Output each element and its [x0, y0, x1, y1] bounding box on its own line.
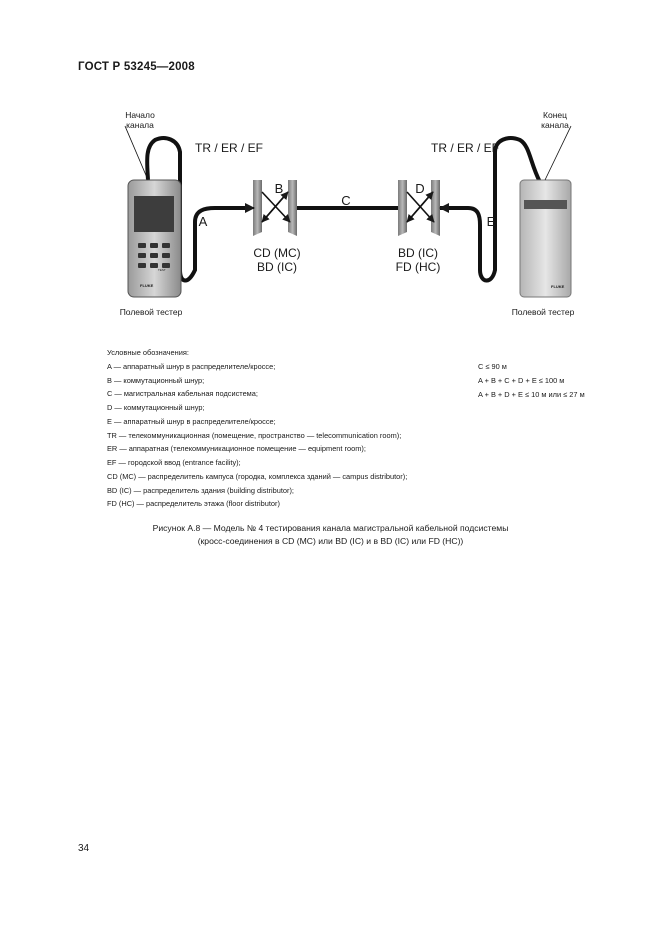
legend-item: EF — городской ввод (entrance facility);: [107, 458, 241, 467]
start-label-line1: Начало: [125, 110, 155, 120]
segment-b-label: B: [274, 181, 284, 196]
document-header: ГОСТ Р 53245—2008: [78, 61, 195, 73]
right-tr-label: TR / ER / EF: [430, 141, 500, 155]
end-label-line1: Конец: [543, 110, 567, 120]
length-conditions: [478, 360, 585, 401]
caption-line-2: (кросс-соединения в CD (MC) или BD (IC) и в BD (IC) или FD (HC)): [197, 535, 464, 546]
legend-item: BD (IC) — распределитель здания (building distributor);: [107, 485, 294, 495]
right-cross-label-2: FD (HC): [395, 260, 441, 274]
legend-item: C — магистральная кабельная подсистема;: [107, 389, 258, 399]
right-field-tester: [520, 180, 571, 297]
left-field-tester: [128, 180, 181, 297]
left-cross-label-2: BD (IC): [257, 260, 297, 274]
condition-c: C ≤ 90 м: [478, 362, 507, 371]
start-label-line2: канала: [126, 120, 154, 130]
legend-item: A — аппаратный шнур в распределителе/кроссе;: [107, 361, 276, 371]
condition-total: A + B + C + D + E ≤ 100 м: [478, 375, 565, 385]
legend: [107, 346, 507, 511]
caption-line-1: Рисунок А.8 — Модель № 4 тестирования канала магистральной кабельной подсистемы: [152, 523, 509, 533]
left-tr-label: TR / ER / EF: [194, 141, 264, 155]
legend-item: B — коммутационный шнур;: [107, 375, 205, 385]
legend-item: FD (HC) — распределитель этажа (floor distributor): [107, 499, 280, 509]
left-device-brand: FLUKE: [140, 283, 154, 288]
left-cross-label-1: CD (MC): [253, 246, 301, 260]
right-cross-label-1: BD (IC): [398, 246, 438, 260]
end-pointer-line: [545, 126, 571, 180]
start-pointer-line: [125, 126, 148, 180]
right-device-brand: FLUKE: [551, 284, 565, 289]
right-tester-label: Полевой тестер: [511, 307, 575, 317]
condition-cords: A + B + D + E ≤ 10 м или ≤ 27 м: [478, 389, 585, 399]
channel-test-diagram: [0, 95, 661, 330]
legend-item: ER — аппаратная (телекоммуникационное помещение — equipment room);: [107, 444, 366, 454]
segment-c-label: C: [341, 193, 351, 208]
legend-title: Условные обозначения:: [107, 348, 189, 357]
segment-a-label: A: [198, 214, 208, 229]
end-label-line2: канала: [541, 120, 569, 130]
legend-item: E — аппаратный шнур в распределителе/кроссе;: [107, 416, 276, 426]
page-number: 34: [78, 843, 90, 854]
segment-e-label: E: [486, 214, 496, 229]
figure-caption: [0, 522, 661, 547]
left-tester-label: Полевой тестер: [119, 307, 183, 317]
legend-item: TR — телекоммуникационная (помещение, пространство — telecommunication room);: [107, 430, 402, 440]
segment-d-label: D: [415, 181, 425, 196]
left-keypad-label: TEST: [158, 268, 166, 272]
legend-item: CD (MC) — распределитель кампуса (городка, комплекса зданий — campus distributor);: [107, 471, 408, 481]
legend-item: D — коммутационный шнур;: [107, 403, 205, 412]
